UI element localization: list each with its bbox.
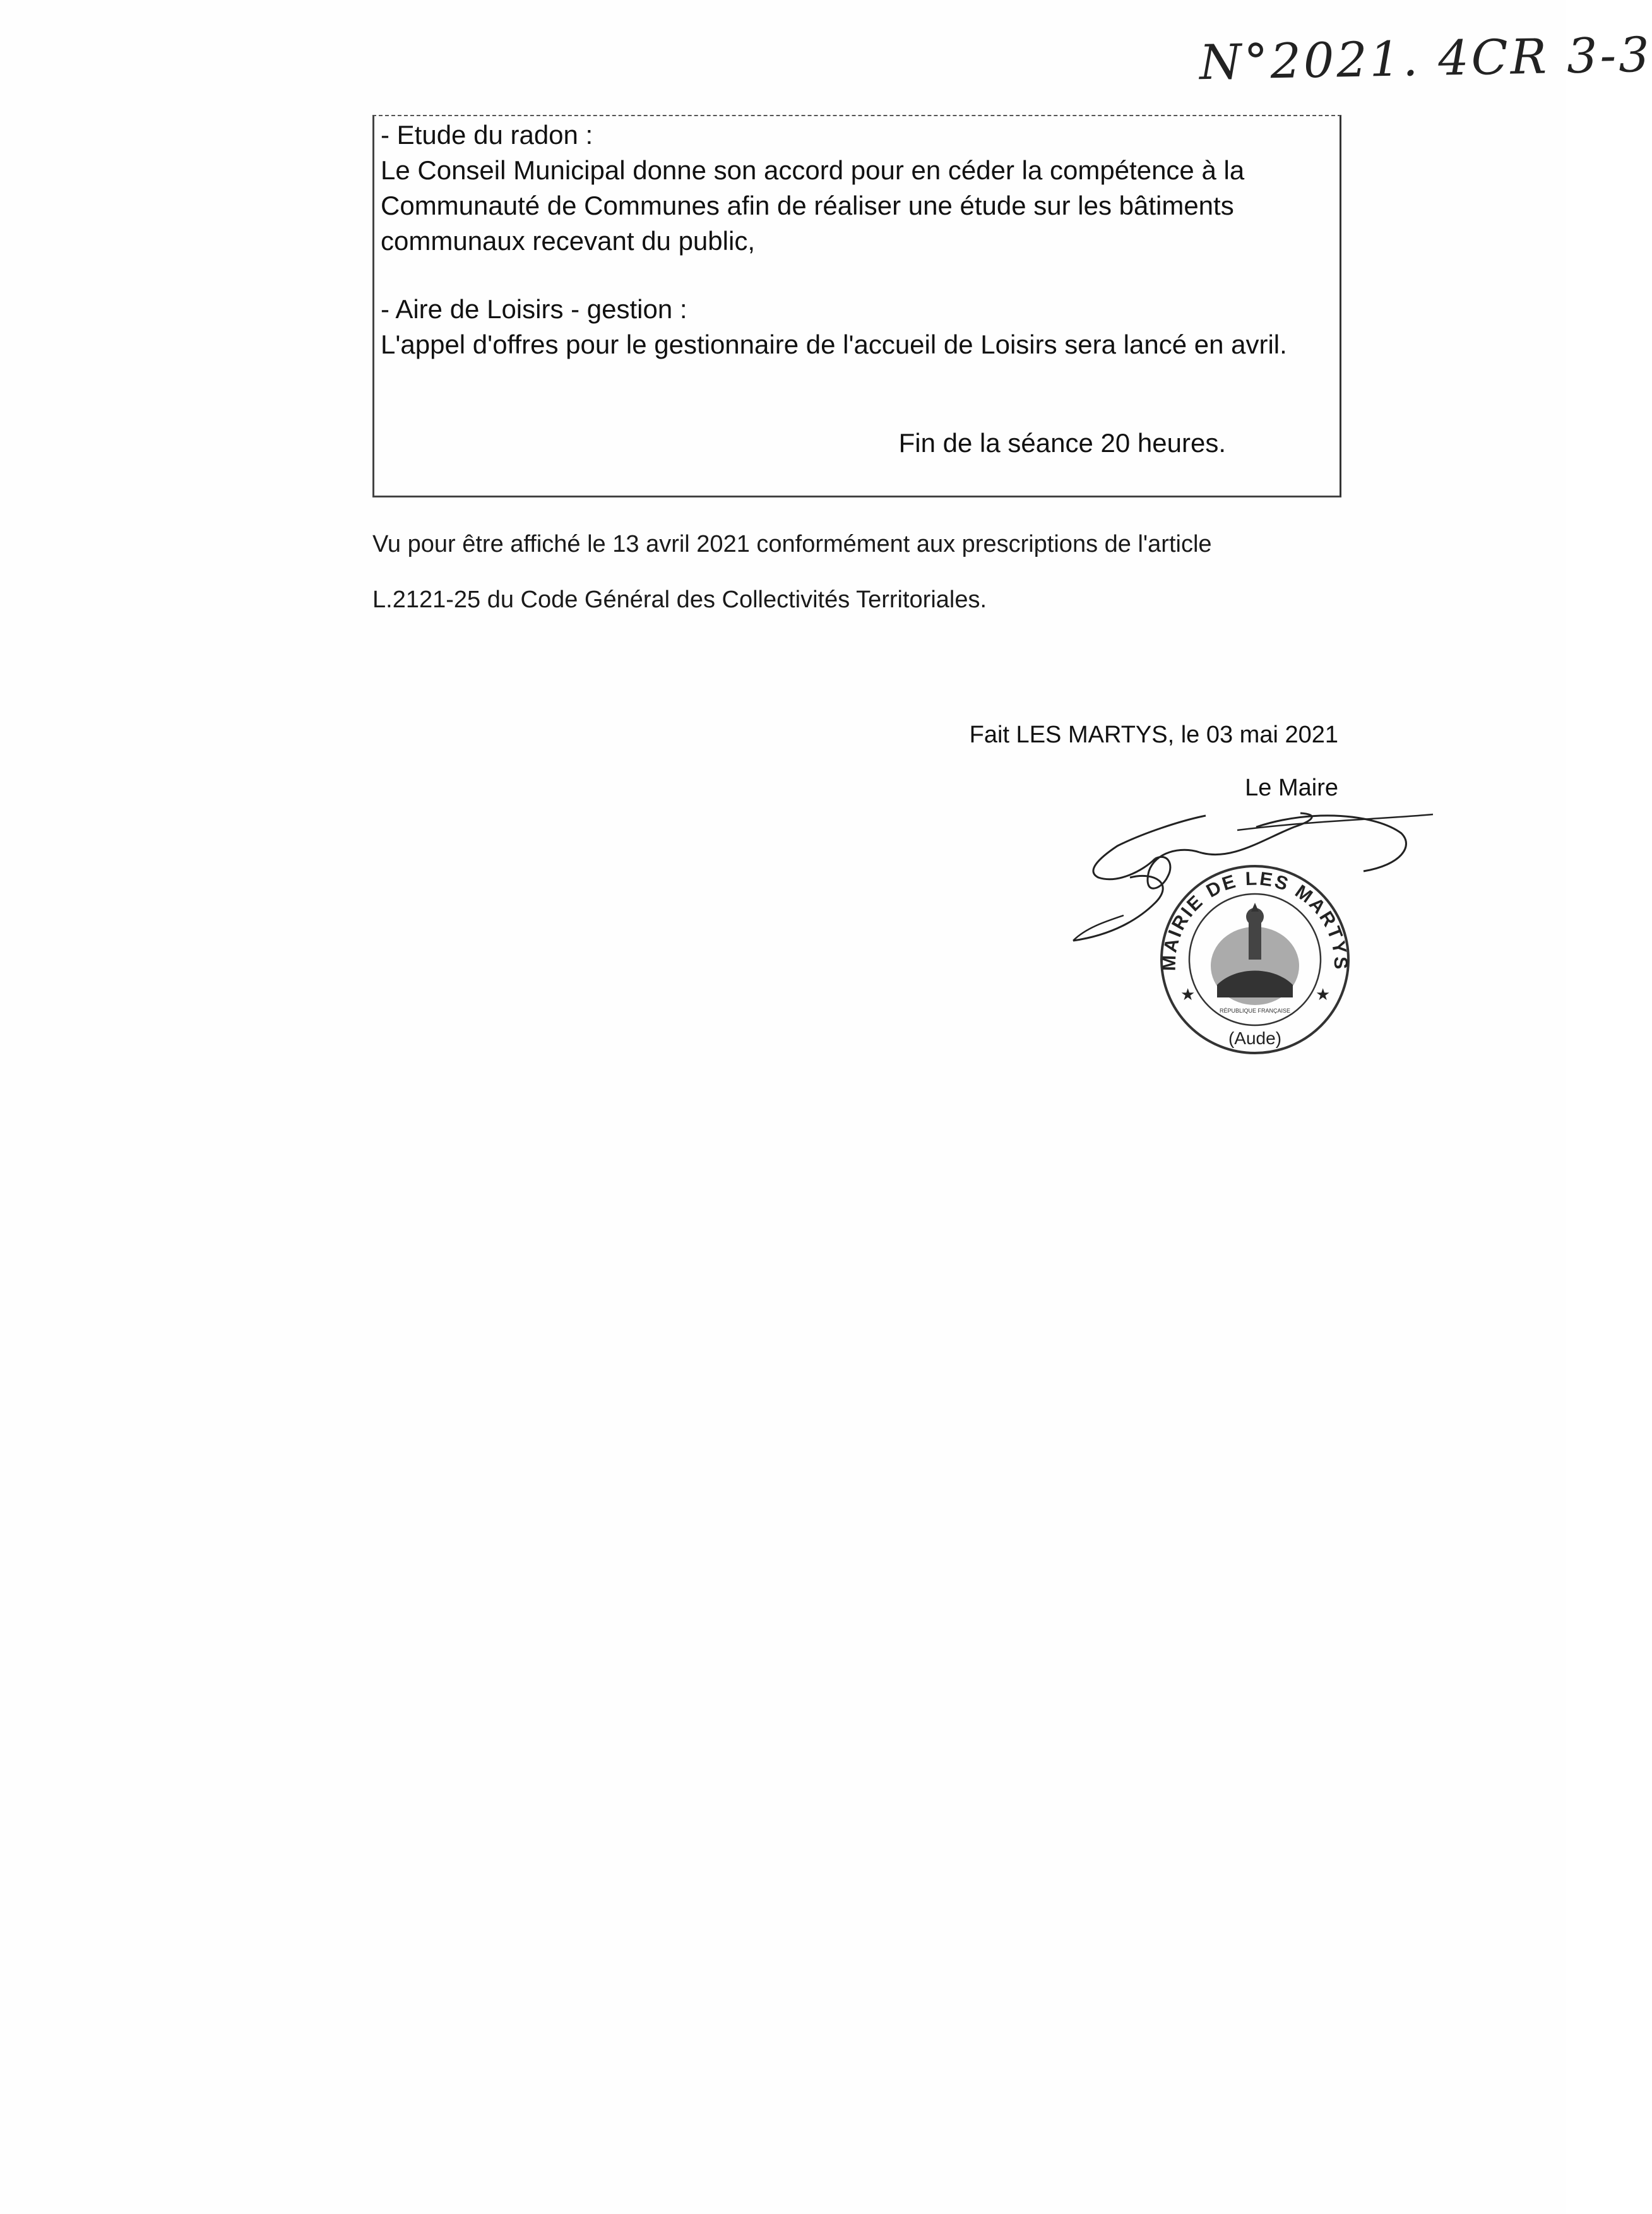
handwritten-reference-number: N°2021. 4CR 3-3 bbox=[1199, 26, 1652, 91]
seal-region: (Aude) bbox=[1228, 1028, 1282, 1048]
section-radon-study bbox=[381, 117, 1327, 259]
place-and-date: Fait LES MARTYS, le 03 mai 2021 bbox=[969, 722, 1338, 748]
section-text: L'appel d'offres pour le gestionnaire de l'accueil de Loisirs sera lancé en avril. bbox=[381, 330, 1287, 359]
section-text: Le Conseil Municipal donne son accord pour en céder la compétence à la Communauté de Communes afin de réaliser une étude sur les bâtiments communaux recevant du public, bbox=[381, 155, 1245, 256]
signature-stroke bbox=[1256, 816, 1406, 871]
seal-star-icon: ★ bbox=[1316, 985, 1331, 1004]
municipal-seal bbox=[1159, 866, 1351, 1053]
seal-star-icon: ★ bbox=[1180, 985, 1196, 1004]
signature-stroke bbox=[1148, 850, 1199, 888]
signature-and-stamp bbox=[1048, 802, 1439, 1067]
seal-ring-text: MAIRIE DE LES MARTYS bbox=[1158, 868, 1352, 972]
seal-motto: RÉPUBLIQUE FRANÇAISE bbox=[1219, 1008, 1291, 1014]
minutes-box bbox=[372, 115, 1341, 497]
section-title: - Etude du radon : bbox=[381, 120, 593, 150]
posting-notice-line: Vu pour être affiché le 13 avril 2021 conformément aux prescriptions de l'article bbox=[372, 531, 1212, 557]
signature-stroke bbox=[1237, 814, 1433, 830]
signatory-title: Le Maire bbox=[1245, 775, 1338, 801]
signature-stroke bbox=[1199, 813, 1312, 855]
posting-notice bbox=[372, 516, 1357, 628]
seal-emblem-icon bbox=[1211, 903, 1299, 1005]
session-closing: Fin de la séance 20 heures. bbox=[898, 428, 1226, 458]
posting-notice-line: L.2121-25 du Code Général des Collectivités Territoriales. bbox=[372, 586, 987, 613]
mayor-signature-and-seal bbox=[1048, 802, 1439, 1067]
section-leisure-area bbox=[381, 292, 1327, 362]
section-title: - Aire de Loisirs - gestion : bbox=[381, 294, 687, 324]
signoff bbox=[970, 708, 1338, 814]
